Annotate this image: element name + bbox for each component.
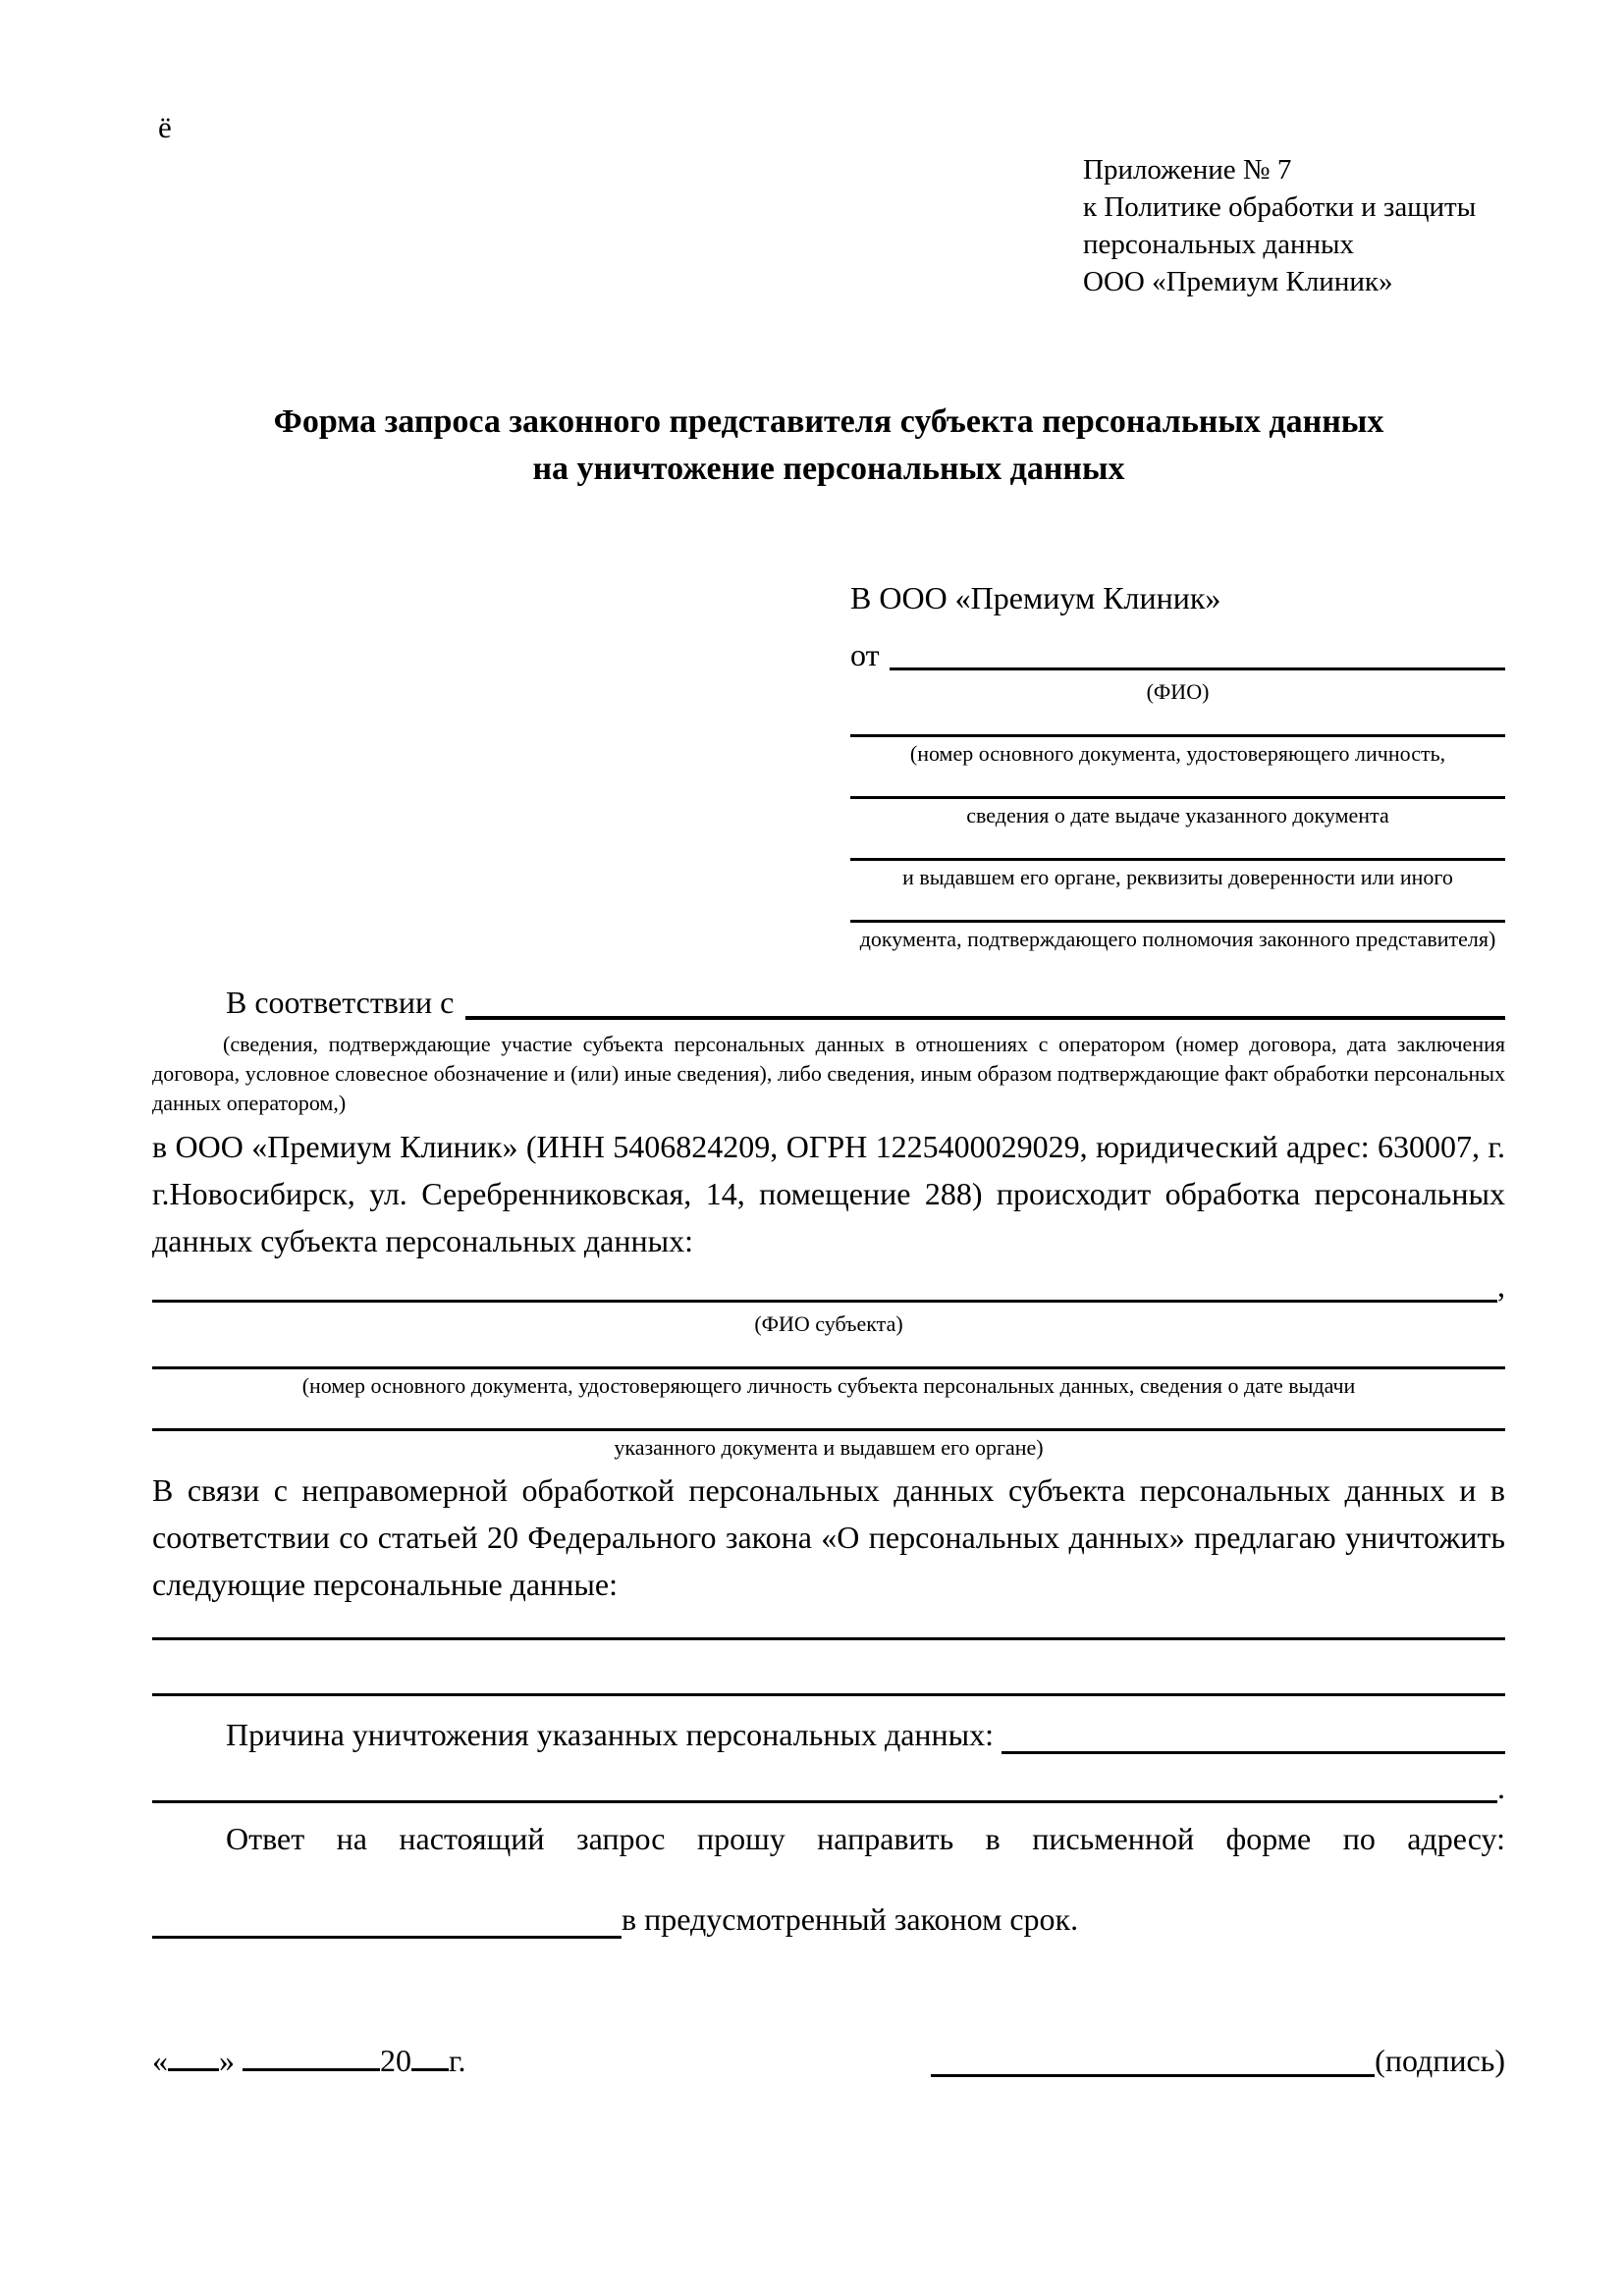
appendix-line-3: персональных данных	[1083, 229, 1355, 260]
appendix-line-1: Приложение № 7	[1083, 154, 1292, 186]
blank-line	[152, 1366, 1505, 1369]
fio-blank-line	[890, 667, 1505, 670]
addressee-block	[850, 577, 1505, 952]
reply-paragraph: Ответ на настоящий запрос прошу направить в письменной форме по адресу:	[226, 1821, 1505, 1856]
reply-address-row	[152, 1895, 1505, 1944]
accordance-row	[152, 978, 1505, 1027]
reason-blank-line	[1001, 1751, 1505, 1754]
year-suffix: г.	[449, 2043, 466, 2078]
signature-blank-line	[931, 2074, 1375, 2077]
appendix-block	[1083, 151, 1505, 300]
from-row	[850, 630, 1505, 675]
appendix-line-4: ООО «Премиум Клиник»	[1083, 266, 1393, 297]
blank-line	[152, 1428, 1505, 1431]
reason-label: Причина уничтожения указанных персональных данных:	[226, 1717, 995, 1752]
form-title-line-1: Форма запроса законного представителя субъекта персональных данных	[273, 403, 1384, 440]
footer-row	[152, 2038, 1505, 2083]
operator-paragraph: в ООО «Премиум Клиник» (ИНН 5406824209, ОГРН 1225400029029, юридический адрес: 630007, г. г.Новосибирск, ул. Серебренниковская, 14, помещение 288) происходит обработка персональных данных субъекта персональных данных:	[152, 1129, 1505, 1258]
signature-caption: (подпись)	[1375, 2043, 1505, 2078]
blank-line	[152, 1637, 1505, 1640]
subject-fio-row	[152, 1264, 1505, 1308]
blank-line	[850, 734, 1505, 737]
subject-doc-caption-1: (номер основного документа, удостоверяющего личность субъекта персональных данных, сведения о дате выдачи	[301, 1373, 1356, 1398]
subject-fio-caption: (ФИО субъекта)	[754, 1311, 903, 1336]
subject-doc-caption-2: указанного документа и выдавшем его органе)	[614, 1435, 1044, 1460]
day-blank-line	[168, 2068, 219, 2071]
date-field	[152, 2038, 466, 2083]
from-label: от	[850, 637, 880, 672]
accordance-note: (сведения, подтверждающие участие субъекта персональных данных в отношениях с оператором (номер договора, дата заключения договора, условное словесное обозначение и (или) иные сведения), либо сведения, иным образом подтверждающие факт обработки персональных данных оператором,)	[152, 1032, 1505, 1115]
comma-mark: ,	[1497, 1268, 1505, 1304]
doc-caption-4: документа, подтверждающего полномочия законного представителя)	[859, 927, 1496, 951]
signature-field	[931, 2038, 1505, 2083]
open-quote: «	[152, 2043, 168, 2078]
doc-caption-1: (номер основного документа, удостоверяющего личность,	[909, 741, 1446, 766]
blank-line	[152, 1693, 1505, 1696]
address-blank-line	[152, 1936, 622, 1939]
reason-row	[152, 1710, 1505, 1759]
accordance-label: В соответствии с	[226, 985, 455, 1020]
form-title	[152, 399, 1505, 493]
appendix-line-2: к Политике обработки и защиты	[1083, 191, 1477, 223]
form-title-line-2: на уничтожение персональных данных	[532, 451, 1125, 487]
doc-caption-3: и выдавшем его органе, реквизиты доверенности или иного	[902, 865, 1453, 889]
fio-caption: (ФИО)	[1146, 679, 1210, 704]
subject-fio-blank-line	[152, 1300, 1497, 1303]
stray-char: ё	[158, 110, 172, 144]
blank-line	[850, 920, 1505, 923]
reason-continuation-row	[152, 1767, 1505, 1808]
accordance-blank-line	[465, 1016, 1505, 1020]
year-prefix: 20	[380, 2043, 411, 2078]
blank-line	[850, 858, 1505, 861]
doc-caption-2: сведения о дате выдаче указанного документа	[966, 803, 1389, 828]
close-quote: »	[219, 2043, 235, 2078]
unlawful-paragraph: В связи с неправомерной обработкой персональных данных субъекта персональных данных и в соответствии со статьей 20 Федерального закона «О персональных данных» предлагаю уничтожить следующие персональные данные:	[152, 1472, 1505, 1602]
page-content	[152, 108, 1505, 2083]
period-mark: .	[1497, 1770, 1505, 1805]
blank-line	[850, 796, 1505, 799]
addressee-to: В ООО «Премиум Клиник»	[850, 580, 1221, 615]
reply-tail: в предусмотренный законом срок.	[622, 1901, 1079, 1937]
month-blank-line	[243, 2068, 380, 2071]
blank-line	[152, 1800, 1497, 1803]
year-blank-line	[411, 2068, 449, 2071]
